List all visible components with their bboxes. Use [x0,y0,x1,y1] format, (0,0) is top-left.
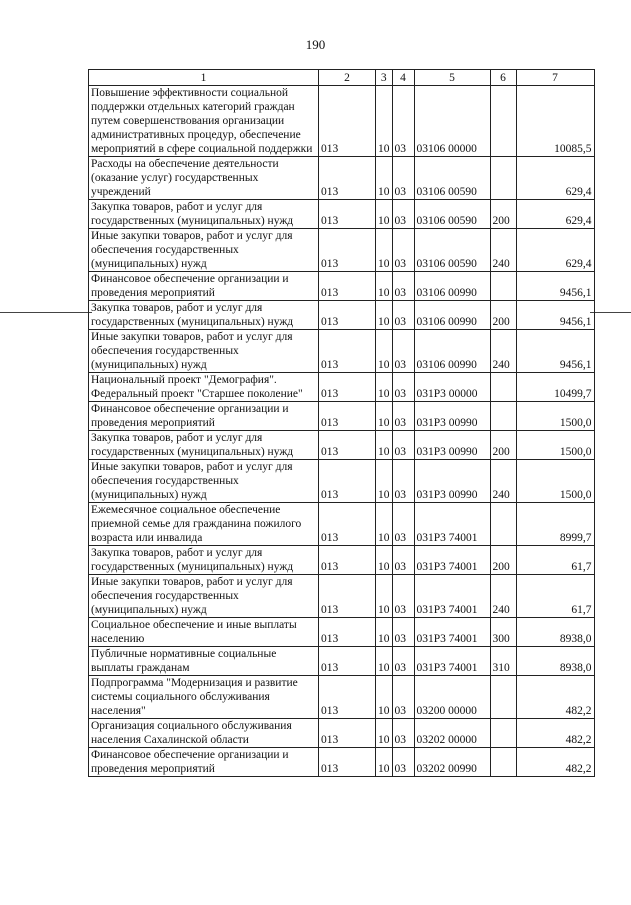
row-section-cell: 10 [376,546,393,575]
row-section-cell: 10 [376,157,393,200]
row-type-cell: 310 [490,647,516,676]
row-subsection-cell: 03 [392,402,414,431]
row-amount-cell: 9456,1 [516,330,594,373]
row-code-cell: 013 [319,373,376,402]
row-code-cell: 013 [319,86,376,157]
row-amount-cell: 9456,1 [516,301,594,330]
row-subsection-cell: 03 [392,546,414,575]
row-subsection-cell: 03 [392,373,414,402]
table-row [89,229,595,272]
table-row [89,431,595,460]
row-target-cell: 031Р3 74001 [414,503,490,546]
row-amount-cell: 61,7 [516,575,594,618]
row-target-cell: 03106 00990 [414,272,490,301]
row-subsection-cell: 03 [392,229,414,272]
row-type-cell: 200 [490,431,516,460]
row-subsection-cell: 03 [392,460,414,503]
table-row [89,503,595,546]
row-target-cell: 03106 00590 [414,157,490,200]
header-cell: 7 [516,70,594,86]
row-subsection-cell: 03 [392,503,414,546]
row-section-cell: 10 [376,373,393,402]
row-type-cell: 200 [490,546,516,575]
table-row [89,157,595,200]
row-name-cell: Финансовое обеспечение организации и проведения мероприятий [89,748,319,777]
row-amount-cell: 629,4 [516,200,594,229]
row-code-cell: 013 [319,229,376,272]
row-subsection-cell: 03 [392,431,414,460]
row-amount-cell: 61,7 [516,546,594,575]
row-code-cell: 013 [319,647,376,676]
table-header-row [89,70,595,86]
header-cell: 4 [392,70,414,86]
row-name-cell: Социальное обеспечение и иные выплаты населению [89,618,319,647]
row-target-cell: 03106 00590 [414,229,490,272]
row-section-cell: 10 [376,676,393,719]
scan-artifact-line [0,312,92,313]
table-row [89,272,595,301]
row-target-cell: 031Р3 00990 [414,431,490,460]
row-subsection-cell: 03 [392,618,414,647]
row-subsection-cell: 03 [392,575,414,618]
row-amount-cell: 8938,0 [516,647,594,676]
row-name-cell: Закупка товаров, работ и услуг для государственных (муниципальных) нужд [89,546,319,575]
row-amount-cell: 1500,0 [516,402,594,431]
table-row [89,200,595,229]
row-code-cell: 013 [319,546,376,575]
table-row [89,301,595,330]
row-type-cell: 240 [490,229,516,272]
row-amount-cell: 629,4 [516,229,594,272]
row-target-cell: 03106 00990 [414,301,490,330]
row-code-cell: 013 [319,301,376,330]
table-row [89,748,595,777]
row-amount-cell: 9456,1 [516,272,594,301]
header-cell: 1 [89,70,319,86]
row-name-cell: Финансовое обеспечение организации и проведения мероприятий [89,272,319,301]
row-type-cell [490,157,516,200]
table-row [89,546,595,575]
table-row [89,618,595,647]
row-type-cell [490,272,516,301]
row-target-cell: 031Р3 74001 [414,546,490,575]
row-name-cell: Повышение эффективности социальной поддержки отдельных категорий граждан путем совершенствования организации административных процедур, обеспечение мероприятий в сфере социальной поддержки [89,86,319,157]
row-section-cell: 10 [376,647,393,676]
row-name-cell: Иные закупки товаров, работ и услуг для обеспечения государственных (муниципальных) нужд [89,330,319,373]
row-section-cell: 10 [376,575,393,618]
row-target-cell: 03106 00990 [414,330,490,373]
row-type-cell [490,676,516,719]
row-code-cell: 013 [319,719,376,748]
row-code-cell: 013 [319,330,376,373]
table-row [89,719,595,748]
row-section-cell: 10 [376,460,393,503]
row-section-cell: 10 [376,748,393,777]
row-target-cell: 03202 00000 [414,719,490,748]
row-type-cell [490,402,516,431]
header-cell: 6 [490,70,516,86]
row-type-cell [490,503,516,546]
row-type-cell: 300 [490,618,516,647]
row-section-cell: 10 [376,618,393,647]
row-amount-cell: 10499,7 [516,373,594,402]
table-row [89,676,595,719]
row-target-cell: 031Р3 74001 [414,575,490,618]
row-name-cell: Подпрограмма "Модернизация и развитие системы социального обслуживания населения" [89,676,319,719]
row-name-cell: Ежемесячное социальное обеспечение приемной семье для гражданина пожилого возраста или инвалида [89,503,319,546]
row-section-cell: 10 [376,431,393,460]
row-code-cell: 013 [319,431,376,460]
row-subsection-cell: 03 [392,200,414,229]
row-amount-cell: 10085,5 [516,86,594,157]
row-subsection-cell: 03 [392,748,414,777]
row-subsection-cell: 03 [392,157,414,200]
row-name-cell: Иные закупки товаров, работ и услуг для обеспечения государственных (муниципальных) нужд [89,575,319,618]
header-cell: 3 [376,70,393,86]
row-section-cell: 10 [376,86,393,157]
row-subsection-cell: 03 [392,647,414,676]
row-subsection-cell: 03 [392,719,414,748]
row-target-cell: 03200 00000 [414,676,490,719]
row-type-cell [490,748,516,777]
row-code-cell: 013 [319,272,376,301]
row-code-cell: 013 [319,157,376,200]
row-section-cell: 10 [376,301,393,330]
row-name-cell: Закупка товаров, работ и услуг для государственных (муниципальных) нужд [89,200,319,229]
row-type-cell: 200 [490,301,516,330]
row-section-cell: 10 [376,503,393,546]
row-target-cell: 031Р3 00000 [414,373,490,402]
row-name-cell: Публичные нормативные социальные выплаты гражданам [89,647,319,676]
row-amount-cell: 8938,0 [516,618,594,647]
row-code-cell: 013 [319,575,376,618]
table-row [89,402,595,431]
row-amount-cell: 1500,0 [516,431,594,460]
row-type-cell: 200 [490,200,516,229]
row-code-cell: 013 [319,503,376,546]
row-type-cell [490,719,516,748]
row-section-cell: 10 [376,402,393,431]
table-row [89,647,595,676]
row-code-cell: 013 [319,748,376,777]
row-type-cell: 240 [490,575,516,618]
row-type-cell [490,373,516,402]
header-cell: 5 [414,70,490,86]
row-amount-cell: 629,4 [516,157,594,200]
row-subsection-cell: 03 [392,676,414,719]
row-section-cell: 10 [376,272,393,301]
row-target-cell: 031Р3 00990 [414,460,490,503]
row-subsection-cell: 03 [392,86,414,157]
row-type-cell: 240 [490,330,516,373]
row-code-cell: 013 [319,676,376,719]
row-target-cell: 031Р3 74001 [414,618,490,647]
row-target-cell: 03202 00990 [414,748,490,777]
row-target-cell: 03106 00000 [414,86,490,157]
row-name-cell: Организация социального обслуживания населения Сахалинской области [89,719,319,748]
row-section-cell: 10 [376,719,393,748]
row-amount-cell: 482,2 [516,719,594,748]
row-target-cell: 031Р3 74001 [414,647,490,676]
row-name-cell: Национальный проект "Демография". Федеральный проект "Старшее поколение" [89,373,319,402]
table-row [89,86,595,157]
row-amount-cell: 482,2 [516,748,594,777]
page-number: 190 [305,37,326,52]
row-code-cell: 013 [319,618,376,647]
row-name-cell: Закупка товаров, работ и услуг для государственных (муниципальных) нужд [89,301,319,330]
row-section-cell: 10 [376,330,393,373]
header-cell: 2 [319,70,376,86]
row-name-cell: Закупка товаров, работ и услуг для государственных (муниципальных) нужд [89,431,319,460]
row-name-cell: Иные закупки товаров, работ и услуг для обеспечения государственных (муниципальных) нужд [89,460,319,503]
table-row [89,330,595,373]
budget-table [88,69,595,777]
row-subsection-cell: 03 [392,301,414,330]
row-section-cell: 10 [376,229,393,272]
row-subsection-cell: 03 [392,272,414,301]
table-row [89,575,595,618]
row-target-cell: 03106 00590 [414,200,490,229]
row-type-cell: 240 [490,460,516,503]
row-name-cell: Финансовое обеспечение организации и проведения мероприятий [89,402,319,431]
scan-artifact-line [590,312,631,313]
row-section-cell: 10 [376,200,393,229]
row-name-cell: Иные закупки товаров, работ и услуг для обеспечения государственных (муниципальных) нужд [89,229,319,272]
row-target-cell: 031Р3 00990 [414,402,490,431]
row-name-cell: Расходы на обеспечение деятельности (оказание услуг) государственных учреждений [89,157,319,200]
table-row [89,373,595,402]
row-code-cell: 013 [319,402,376,431]
table-row [89,460,595,503]
row-code-cell: 013 [319,200,376,229]
row-type-cell [490,86,516,157]
row-amount-cell: 482,2 [516,676,594,719]
row-subsection-cell: 03 [392,330,414,373]
row-amount-cell: 1500,0 [516,460,594,503]
row-amount-cell: 8999,7 [516,503,594,546]
row-code-cell: 013 [319,460,376,503]
